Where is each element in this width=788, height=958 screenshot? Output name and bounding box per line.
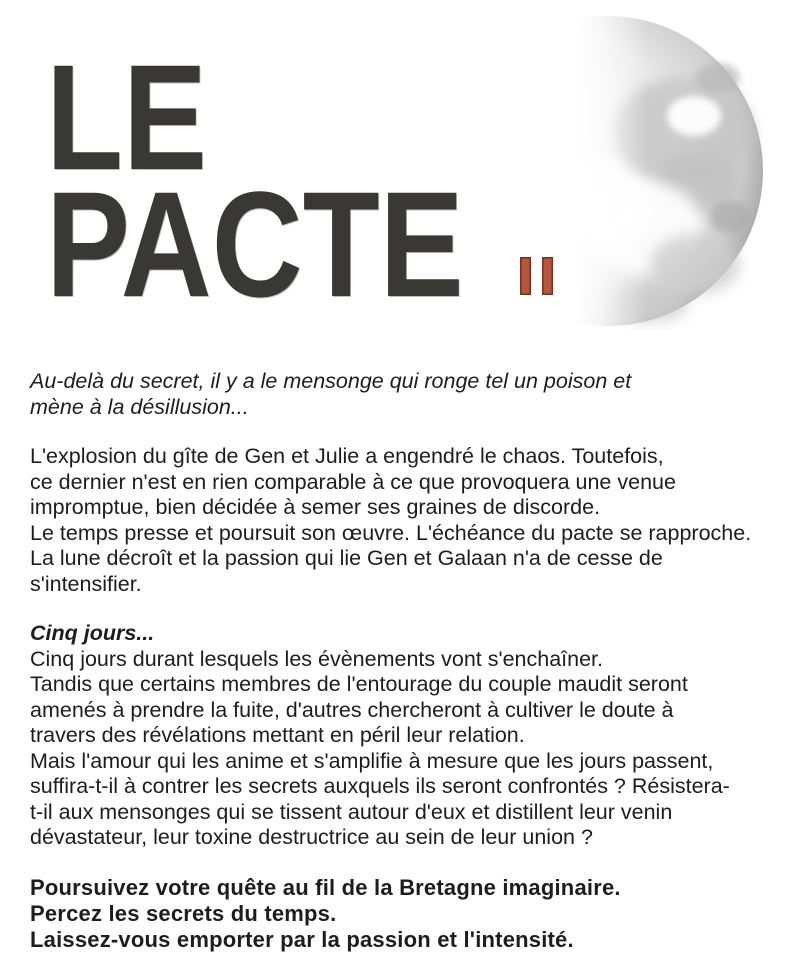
title-line-2: PACTE — [46, 160, 464, 328]
synopsis-paragraph-1 — [30, 444, 752, 597]
book-title — [46, 33, 464, 328]
text-line — [30, 621, 620, 647]
text-line-content: t-il aux mensonges qui se tissent autour d'eux et distillent leur venin — [30, 799, 673, 824]
text-line — [30, 520, 752, 547]
text-line — [30, 748, 714, 775]
volume-bar — [542, 257, 553, 295]
text-line — [30, 572, 620, 598]
text-line-content: La lune décroît et la passion qui lie Gen et Galaan n'a de cesse de — [30, 546, 663, 570]
text-line-content: impromptue, bien décidée à semer ses graines de discorde. — [30, 495, 601, 519]
volume-ii-marks — [520, 257, 553, 295]
text-line — [30, 369, 632, 395]
text-line — [30, 901, 620, 927]
text-line-content: mène à la désillusion... — [30, 394, 249, 419]
text-line — [30, 799, 673, 826]
text-line-content: ce dernier n'est en rien comparable à ce que provoquera une venue — [30, 469, 676, 494]
text-line-content: Cinq jours durant lesquels les évènements vont s'enchaîner. — [30, 646, 603, 671]
intro-tagline — [30, 369, 632, 420]
text-line-content: suffira-t-il à contrer les secrets auxquels ils seront confrontés ? Résistera- — [30, 774, 730, 798]
text-line-content: travers des révélations mettant en péril leur relation. — [30, 723, 525, 747]
moon-image — [448, 12, 768, 330]
text-line-content: Laissez-vous emporter par la passion et l'intensité. — [30, 926, 574, 952]
text-line-content: Tandis que certains membres de l'entourage du couple maudit seront — [30, 672, 688, 696]
text-line-content: Cinq jours... — [30, 621, 155, 645]
text-line-content: Le temps presse et poursuit son œuvre. L'échéance du pacte se rapproche. — [30, 520, 752, 545]
text-line — [30, 647, 620, 673]
text-line-content: Percez les secrets du temps. — [30, 900, 337, 926]
text-line — [30, 469, 676, 496]
title-line-1: LE — [46, 33, 208, 201]
section-heading-cinq-jours — [30, 621, 620, 647]
text-line — [30, 723, 620, 749]
text-line — [30, 444, 664, 470]
synopsis-text — [30, 369, 752, 953]
closing-call-to-action — [30, 875, 620, 953]
text-line — [30, 495, 620, 521]
text-line-content: Poursuivez votre quête au fil de la Bretagne imaginaire. — [30, 874, 621, 900]
text-line-content: Au-delà du secret, il y a le mensonge qui ronge tel un poison et — [30, 369, 632, 393]
text-line — [30, 672, 688, 698]
text-line-content: amenés à prendre la fuite, d'autres chercheront à cultiver le doute à — [30, 697, 674, 722]
text-line — [30, 825, 620, 851]
text-line-content: s'intensifier. — [30, 571, 142, 596]
text-line-content: dévastateur, leur toxine destructrice au sein de leur union ? — [30, 825, 593, 849]
text-line-content: L'explosion du gîte de Gen et Julie a engendré le chaos. Toutefois, — [30, 444, 664, 468]
synopsis-paragraph-2 — [30, 646, 730, 851]
text-line — [30, 546, 663, 572]
text-line — [30, 697, 674, 724]
text-line — [30, 875, 620, 901]
volume-bar — [520, 257, 531, 295]
text-line — [30, 927, 620, 953]
text-line-content: Mais l'amour qui les anime et s'amplifie à mesure que les jours passent, — [30, 748, 714, 773]
text-line — [30, 395, 620, 421]
text-line — [30, 774, 730, 800]
